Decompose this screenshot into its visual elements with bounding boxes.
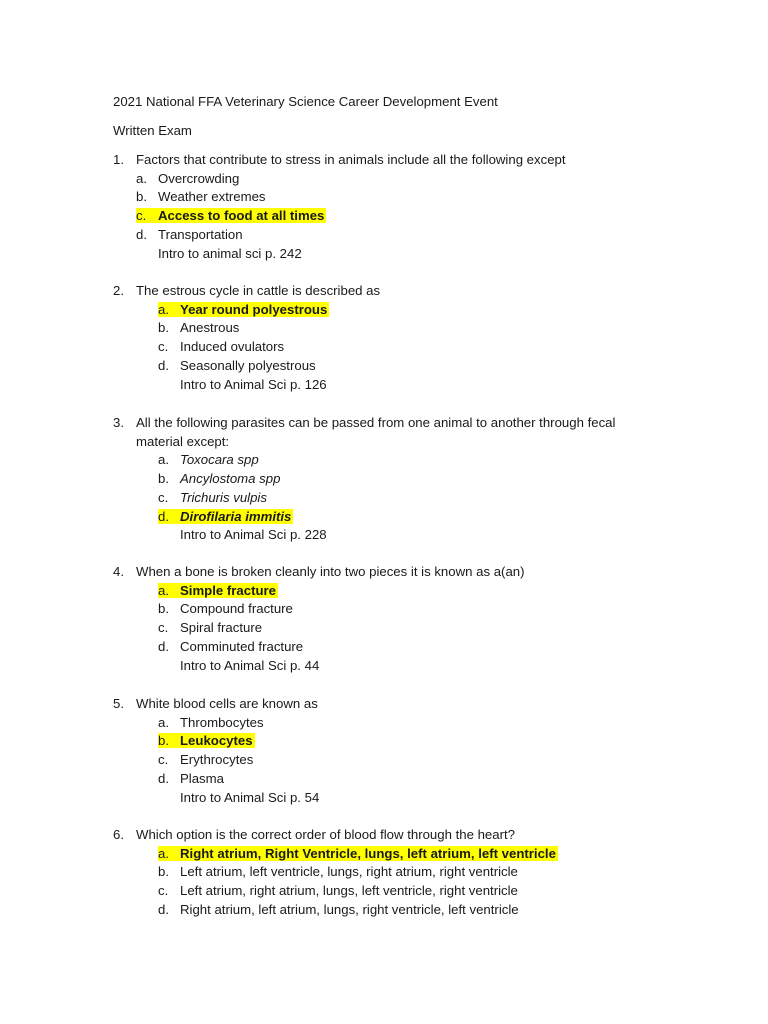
question-1 [113, 151, 673, 263]
option-d: d. Plasma [158, 770, 224, 786]
question-number: 3. [113, 415, 124, 430]
document-title: 2021 National FFA Veterinary Science Career Development Event [113, 94, 498, 109]
option-b: b. Compound fracture [158, 601, 293, 617]
question-2 [113, 282, 673, 394]
reference: Intro to Animal Sci p. 44 [180, 657, 320, 673]
reference: Intro to Animal Sci p. 228 [180, 527, 327, 543]
option-c: c. Erythrocytes [158, 752, 254, 768]
question-number: 1. [113, 152, 124, 167]
option-a: a. Toxocara spp [158, 452, 259, 468]
option-c: c. Trichuris vulpis [158, 489, 267, 505]
option-d-answer: d. Dirofilaria immitis [158, 508, 292, 524]
question-5 [113, 695, 673, 807]
option-a: a. Overcrowding [136, 170, 240, 186]
document-subtitle: Written Exam [113, 123, 192, 138]
question-text: Which option is the correct order of blood flow through the heart? [136, 827, 515, 842]
question-3 [113, 414, 673, 545]
question-6 [113, 826, 673, 920]
question-number: 4. [113, 564, 124, 579]
option-b: b. Ancylostoma spp [158, 471, 281, 487]
option-c: c. Spiral fracture [158, 620, 263, 636]
option-c: c. Left atrium, right atrium, lungs, left ventricle, right ventricle [158, 883, 518, 899]
question-text: Factors that contribute to stress in animals include all the following except [136, 152, 566, 167]
option-d: d. Right atrium, left atrium, lungs, right ventricle, left ventricle [158, 901, 519, 917]
option-a-answer: a. Simple fracture [158, 582, 277, 598]
reference: Intro to Animal Sci p. 54 [180, 789, 320, 805]
option-d: d. Comminuted fracture [158, 638, 304, 654]
question-number: 5. [113, 696, 124, 711]
option-b: b. Left atrium, left ventricle, lungs, right atrium, right ventricle [158, 864, 518, 880]
question-text: All the following parasites can be passed from one animal to another through fecal material except: [136, 415, 616, 449]
option-a-answer: a. Right atrium, Right Ventricle, lungs, left atrium, left ventricle [158, 845, 556, 861]
question-text: When a bone is broken cleanly into two pieces it is known as a(an) [136, 564, 525, 579]
question-number: 6. [113, 827, 124, 842]
option-d: d. Transportation [136, 226, 243, 242]
option-d: d. Seasonally polyestrous [158, 357, 316, 373]
option-c: c. Induced ovulators [158, 339, 285, 355]
option-b: b. Anestrous [158, 320, 240, 336]
option-c-answer: c. Access to food at all times [136, 208, 325, 224]
question-text: The estrous cycle in cattle is described as [136, 283, 381, 298]
option-a-answer: a. Year round polyestrous [158, 301, 328, 317]
reference: Intro to Animal Sci p. 126 [180, 376, 327, 392]
question-text: White blood cells are known as [136, 696, 318, 711]
option-a: a. Thrombocytes [158, 714, 264, 730]
question-4 [113, 563, 673, 675]
option-b: b. Weather extremes [136, 189, 266, 205]
reference: Intro to animal sci p. 242 [158, 245, 302, 261]
option-b-answer: b. Leukocytes [158, 733, 253, 749]
question-number: 2. [113, 283, 124, 298]
